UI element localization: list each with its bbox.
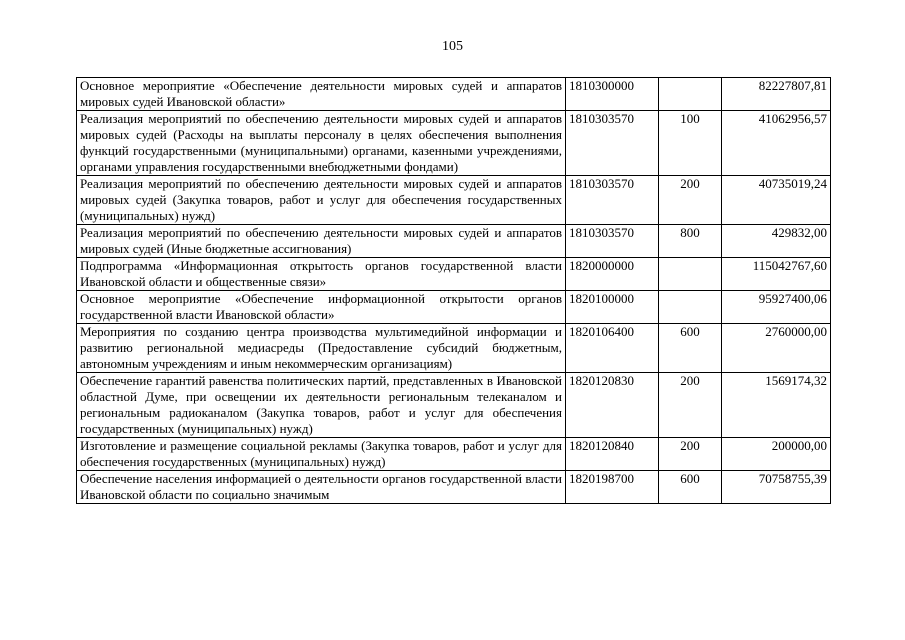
row-name-cell: Обеспечение населения информацией о деятельности органов государственной власти Ивановской области по социально значимым: [77, 471, 566, 504]
row-amount-cell: 429832,00: [722, 225, 831, 258]
table-row: [77, 471, 831, 504]
page-number: 105: [442, 39, 463, 54]
table-row: [77, 438, 831, 471]
row-type-cell: 800: [659, 225, 722, 258]
row-type-cell: [659, 258, 722, 291]
row-amount-cell: 40735019,24: [722, 176, 831, 225]
row-type-cell: 600: [659, 324, 722, 373]
row-type-cell: 200: [659, 373, 722, 438]
row-amount-cell: 2760000,00: [722, 324, 831, 373]
row-type-cell: [659, 291, 722, 324]
row-amount-cell: 70758755,39: [722, 471, 831, 504]
table-row: [77, 258, 831, 291]
row-type-cell: [659, 78, 722, 111]
row-type-cell: 200: [659, 438, 722, 471]
row-name-cell: Мероприятия по созданию центра производства мультимедийной информации и развитию региональной медиасреды (Предоставление субсидий бюджетным, автономным учреждениям и иным некоммерческим организациям): [77, 324, 566, 373]
row-amount-cell: 200000,00: [722, 438, 831, 471]
row-code-cell: 1810300000: [566, 78, 659, 111]
row-type-cell: 100: [659, 111, 722, 176]
row-amount-cell: 95927400,06: [722, 291, 831, 324]
table-row: [77, 176, 831, 225]
row-type-cell: 600: [659, 471, 722, 504]
row-name-cell: Реализация мероприятий по обеспечению деятельности мировых судей и аппаратов мировых судей (Иные бюджетные ассигнования): [77, 225, 566, 258]
row-name-cell: Основное мероприятие «Обеспечение информационной открытости органов государственной власти Ивановской области»: [77, 291, 566, 324]
row-code-cell: 1810303570: [566, 111, 659, 176]
table-row: [77, 291, 831, 324]
row-name-cell: Основное мероприятие «Обеспечение деятельности мировых судей и аппаратов мировых судей Ивановской области»: [77, 78, 566, 111]
row-name-cell: Подпрограмма «Информационная открытость органов государственной власти Ивановской области и общественные связи»: [77, 258, 566, 291]
row-amount-cell: 115042767,60: [722, 258, 831, 291]
table-row: [77, 111, 831, 176]
row-code-cell: 1820000000: [566, 258, 659, 291]
table-row: [77, 78, 831, 111]
row-name-cell: Реализация мероприятий по обеспечению деятельности мировых судей и аппаратов мировых судей (Расходы на выплаты персоналу в целях обеспечения выполнения функций государственными (муниципальными) органами, казенными учреждениями, органами управления государственными внебюджетными фондами): [77, 111, 566, 176]
table-row: [77, 225, 831, 258]
row-name-cell: Изготовление и размещение социальной рекламы (Закупка товаров, работ и услуг для обеспечения государственных (муниципальных) нужд): [77, 438, 566, 471]
budget-table: [76, 77, 831, 504]
table-row: [77, 373, 831, 438]
row-code-cell: 1820198700: [566, 471, 659, 504]
row-type-cell: 200: [659, 176, 722, 225]
row-name-cell: Реализация мероприятий по обеспечению деятельности мировых судей и аппаратов мировых судей (Закупка товаров, работ и услуг для обеспечения государственных (муниципальных) нужд): [77, 176, 566, 225]
row-amount-cell: 82227807,81: [722, 78, 831, 111]
table-row: [77, 324, 831, 373]
row-amount-cell: 41062956,57: [722, 111, 831, 176]
row-code-cell: 1810303570: [566, 176, 659, 225]
row-code-cell: 1820120830: [566, 373, 659, 438]
budget-table-body: [77, 78, 831, 504]
row-code-cell: 1820120840: [566, 438, 659, 471]
row-code-cell: 1810303570: [566, 225, 659, 258]
row-code-cell: 1820100000: [566, 291, 659, 324]
row-amount-cell: 1569174,32: [722, 373, 831, 438]
row-name-cell: Обеспечение гарантий равенства политических партий, представленных в Ивановской областной Думе, при освещении их деятельности региональным телеканалом и региональным радиоканалом (Закупка товаров, работ и услуг для обеспечения государственных (муниципальных) нужд): [77, 373, 566, 438]
row-code-cell: 1820106400: [566, 324, 659, 373]
